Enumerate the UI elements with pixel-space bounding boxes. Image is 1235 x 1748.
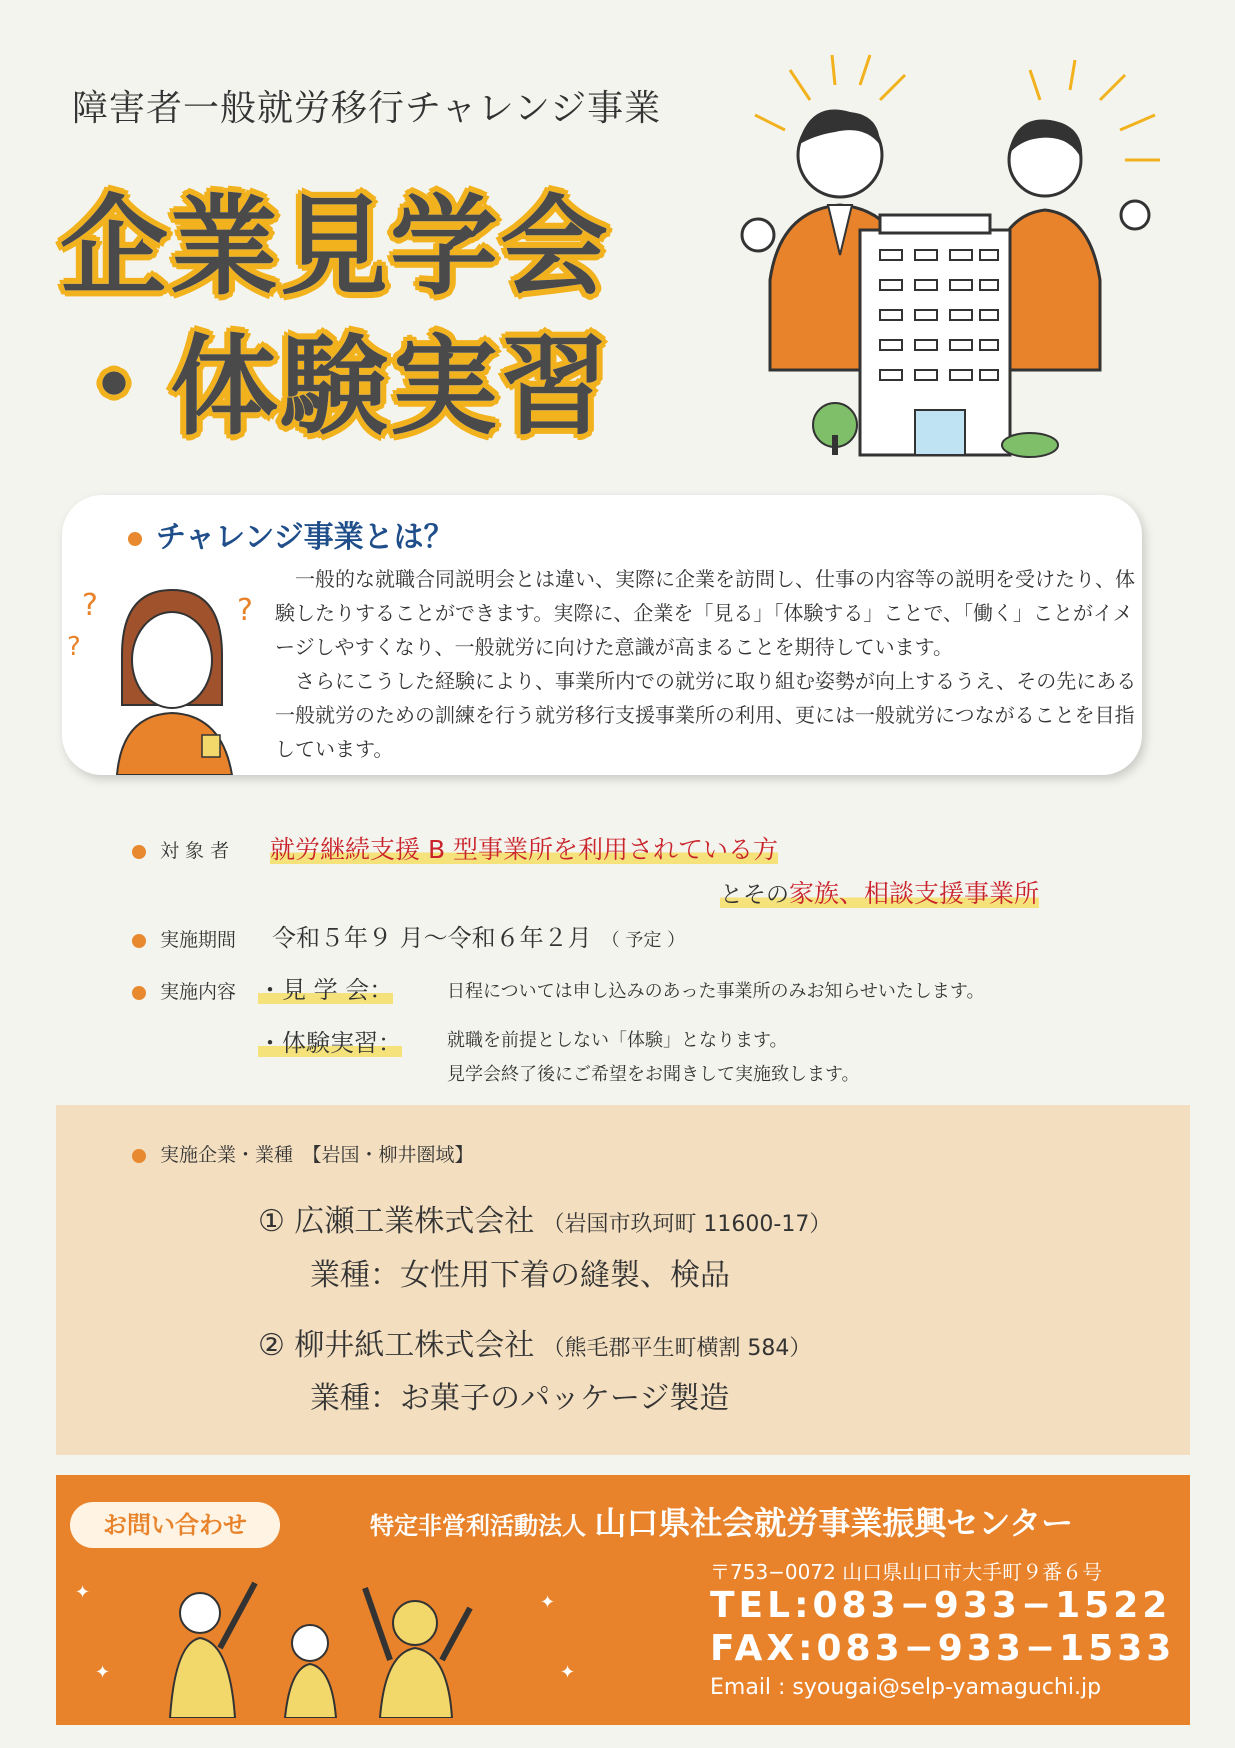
- target-line-1: 就労継続支援 B 型事業所を利用されている方: [270, 835, 779, 864]
- content-2-desc-2: 見学会終了後にご希望をお聞きして実施致します。: [447, 1064, 860, 1085]
- contact-fax: FAX:083−933−1533: [710, 1628, 1176, 1669]
- bullet-dot-icon: [132, 934, 146, 948]
- target-label: 対 象 者: [132, 836, 229, 863]
- content-2-desc-1: 就職を前提としない「体験」となります。: [447, 1030, 788, 1051]
- period-value: 令和５年９ 月～令和６年２月 （ 予定 ）: [272, 924, 686, 952]
- challenge-heading: チャレンジ事業とは？: [128, 512, 454, 556]
- svg-text:?: ?: [82, 588, 98, 623]
- svg-text:✦: ✦: [95, 1662, 111, 1683]
- contact-tel: TEL:083−933−1522: [710, 1585, 1172, 1626]
- company-1-name: ① 広瀬工業株式会社 （岩国市玖珂町 11600-17）: [258, 1204, 832, 1239]
- content-1-name: ・見 学 会：: [258, 976, 394, 1004]
- subtitle: 障害者一般就労移行チャレンジ事業: [72, 88, 662, 129]
- content-label: 実施内容: [132, 977, 236, 1004]
- company-2-name: ② 柳井紙工株式会社 （熊毛郡平生町横割 584）: [258, 1328, 812, 1363]
- thinking-person-illustration: [62, 565, 272, 775]
- svg-text:✦: ✦: [75, 1582, 91, 1603]
- bullet-dot-icon: [132, 986, 146, 1000]
- office-workers-illustration: [740, 40, 1180, 470]
- svg-text:✦: ✦: [560, 1662, 576, 1683]
- cheering-people-illustration: [70, 1568, 590, 1718]
- contact-pill: お問い合わせ: [70, 1502, 280, 1548]
- bullet-dot-icon: [132, 845, 146, 859]
- svg-text:?: ?: [67, 632, 81, 662]
- challenge-paragraph-2: さらにこうした経験により、事業所内での就労に取り組む姿勢が向上するうえ、その先にある一般就労のための訓練を行う就労移行支援事業所の利用、更には一般就労につながることを目指しています。: [275, 669, 1137, 761]
- svg-text:✦: ✦: [540, 1592, 556, 1613]
- company-1-industry: 業種：女性用下着の縫製、検品: [310, 1258, 730, 1293]
- organization-name: 特定非営利活動法人 山口県社会就労事業振興センター: [370, 1504, 1074, 1542]
- contact-address: 〒753−0072 山口県山口市大手町９番６号: [710, 1560, 1103, 1584]
- companies-heading: 実施企業・業種 【岩国・柳井圏域】: [132, 1140, 474, 1167]
- target-line-2: とその家族、相談支援事業所: [720, 879, 1040, 908]
- challenge-paragraph-1: 一般的な就職合同説明会とは違い、実際に企業を訪問し、仕事の内容等の説明を受けたり、体験したりすることができます。実際に、企業を「見る」「体験する」ことで、「働く」ことがイメージしやすくなり、一般就労に向けた意識が高まることを期待しています。: [275, 567, 1135, 659]
- contact-email[interactable]: Email : syougai@selp-yamaguchi.jp: [710, 1675, 1102, 1700]
- company-2-industry: 業種：お菓子のパッケージ製造: [310, 1381, 730, 1416]
- title-line-1: 企業見学会: [60, 185, 611, 310]
- bullet-dot-icon: [132, 1149, 146, 1163]
- title-line-2: ・体験実習: [60, 325, 611, 450]
- svg-text:?: ?: [237, 593, 253, 628]
- period-label: 実施期間: [132, 925, 236, 952]
- content-2-name: ・体験実習：: [258, 1029, 402, 1057]
- content-1-desc: 日程については申し込みのあった事業所のみお知らせいたします。: [447, 981, 985, 1002]
- bullet-dot-icon: [128, 532, 142, 546]
